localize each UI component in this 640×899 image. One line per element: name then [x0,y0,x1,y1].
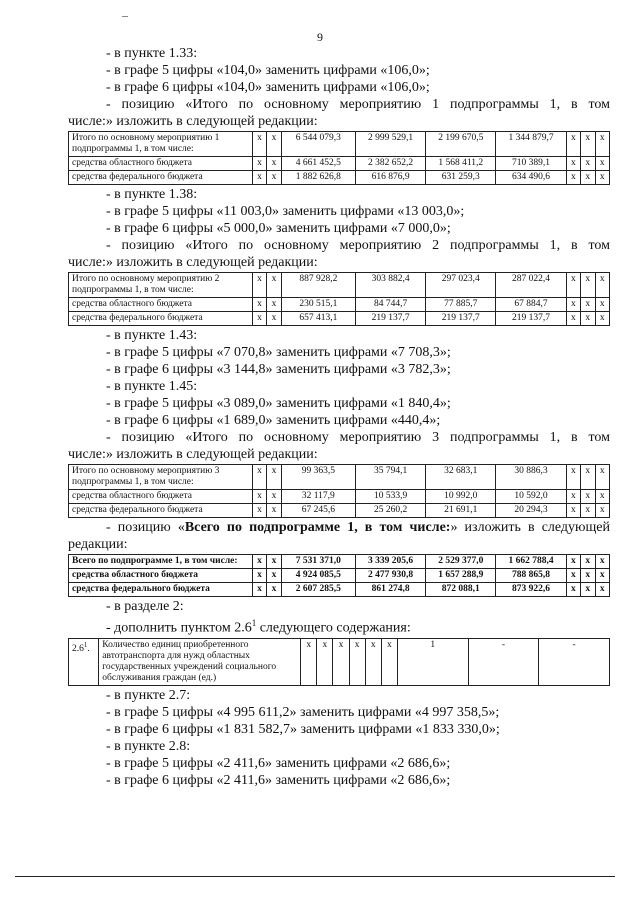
text-line: - в пункте 1.33: [106,46,198,61]
table-row: Всего по подпрограмме 1, в том числе: x x 7 531 371,0 3 339 205,6 2 529 377,0 1 662 788,4 x x x [69,555,610,569]
row-label: Всего по подпрограмме 1, в том числе: [69,555,253,569]
text-line: - дополнить пунктом $2.6^1$ следующего содержания: [106,618,411,636]
table-row: Итого по основному мероприятию 2 подпрограммы 1, в том числе: x x 887 928,2 303 882,4 297 023,4 287 022,4 x x x [69,273,610,298]
text-line: - в графе 6 цифры «104,0» заменить цифрами «106,0»; [106,80,430,95]
text-line: - в пункте 2.8: [106,738,191,754]
page-number: 9 [317,30,323,44]
table-subprogram-total [68,554,610,597]
table-row: средства областного бюджета x x 4 924 085,5 2 477 930,8 1 657 288,9 788 865,8 x x x [69,569,610,583]
text-line: - в графе 5 цифры «4 995 611,2» заменить цифрами «4 997 358,5»; [106,704,500,720]
row-label: Итого по основному мероприятию 2 подпрограммы 1, в том числе: [69,273,253,298]
text-line: - в разделе 2: [106,599,184,614]
text-line: числе:» изложить в следующей редакции: [68,114,318,129]
table-row: Итого по основному мероприятию 1 подпрограммы 1, в том числе: x x 6 544 079,3 2 999 529,1 2 199 670,5 1 344 879,7 x x x [69,132,610,157]
text-line: - в графе 5 цифры «11 003,0» заменить цифрами «13 003,0»; [106,204,465,219]
table-row: средства областного бюджета x x 230 515,1 84 744,7 77 885,7 67 884,7 x x x [69,298,610,312]
page-bottom-rule [15,876,615,877]
row-label: Итого по основному мероприятию 1 подпрограммы 1, в том числе: [69,132,253,157]
row-label: средства областного бюджета [69,569,253,583]
row-label: средства областного бюджета [69,490,253,504]
text-line: - в графе 6 цифры «1 831 582,7» заменить цифрами «1 833 330,0»; [106,721,500,737]
text-line: - в графе 5 цифры «7 070,8» заменить цифрами «7 708,3»; [106,345,451,360]
text-line: - в пункте 1.43: [106,328,198,343]
text-line: - в пункте 1.45: [106,379,198,394]
table-indicator-2-6-1 [68,638,610,686]
row-label: средства федерального бюджета [69,583,253,597]
text-line: - позицию «Итого по основному мероприятию 2 подпрограммы 1, в том [106,238,610,253]
text-line: редакции: [68,537,128,552]
text-line: - позицию «Итого по основному мероприятию 1 подпрограммы 1, в том [106,97,610,112]
text-line: - в графе 5 цифры «2 411,6» заменить цифрами «2 686,6»; [106,755,451,771]
table-row: средства областного бюджета x x 4 661 452,5 2 382 652,2 1 568 411,2 710 389,1 x x x [69,157,610,171]
table-row: $2.6^1$. Количество единиц приобретенного автотранспорта для нужд областных государственных учреждений социального обслуживания граждан (ед.) x x x x x x 1 - - [69,638,610,685]
table-row: средства федерального бюджета x x 1 882 626,8 616 876,9 631 259,3 634 490,6 x x x [69,171,610,185]
table-row: средства федерального бюджета x x 657 413,1 219 137,7 219 137,7 219 137,7 x x x [69,312,610,326]
row-label: средства областного бюджета [69,157,253,171]
text-line: - в пункте 2.7: [106,687,191,703]
table-row: средства федерального бюджета x x 2 607 285,5 861 274,8 872 088,1 873 922,6 x x x [69,583,610,597]
table-row: Итого по основному мероприятию 3 подпрограммы 1, в том числе: x x 99 363,5 35 794,1 32 683,1 30 886,3 x x x [69,465,610,490]
document-body [68,45,610,789]
table-row: средства федерального бюджета x x 67 245,6 25 260,2 21 691,1 20 294,3 x x x [69,504,610,518]
text-line: - в пункте 1.38: [106,187,198,202]
text-line: - позицию «Итого по основному мероприятию 3 подпрограммы 1, в том [106,430,610,445]
text-line: числе:» изложить в следующей редакции: [68,447,318,462]
row-label: Количество единиц приобретенного автотранспорта для нужд областных государственных учреждений социального обслуживания граждан (ед.) [99,638,301,685]
text-line: - в графе 6 цифры «1 689,0» заменить цифрами «440,4»; [106,413,441,428]
text-line: - в графе 6 цифры «5 000,0» заменить цифрами «7 000,0»; [106,221,451,236]
text-line: - в графе 5 цифры «3 089,0» заменить цифрами «1 840,4»; [106,396,451,411]
row-label: средства федерального бюджета [69,504,253,518]
scan-mark [122,16,128,17]
text-line: - в графе 5 цифры «104,0» заменить цифрами «106,0»; [106,63,430,78]
table-activity-1 [68,131,610,185]
row-number: $2.6^1$. [69,638,99,685]
table-activity-3 [68,464,610,518]
text-line: - позицию «Всего по подпрограмме 1, в том числе:» изложить в следующей [106,520,611,535]
row-label: средства областного бюджета [69,298,253,312]
table-activity-2 [68,272,610,326]
row-label: средства федерального бюджета [69,312,253,326]
row-label: средства федерального бюджета [69,171,253,185]
text-line: числе:» изложить в следующей редакции: [68,255,318,270]
text-line: - в графе 6 цифры «2 411,6» заменить цифрами «2 686,6»; [106,772,451,788]
table-row: средства областного бюджета x x 32 117,9 10 533,9 10 992,0 10 592,0 x x x [69,490,610,504]
text-line: - в графе 6 цифры «3 144,8» заменить цифрами «3 782,3»; [106,362,451,377]
row-label: Итого по основному мероприятию 3 подпрограммы 1, в том числе: [69,465,253,490]
